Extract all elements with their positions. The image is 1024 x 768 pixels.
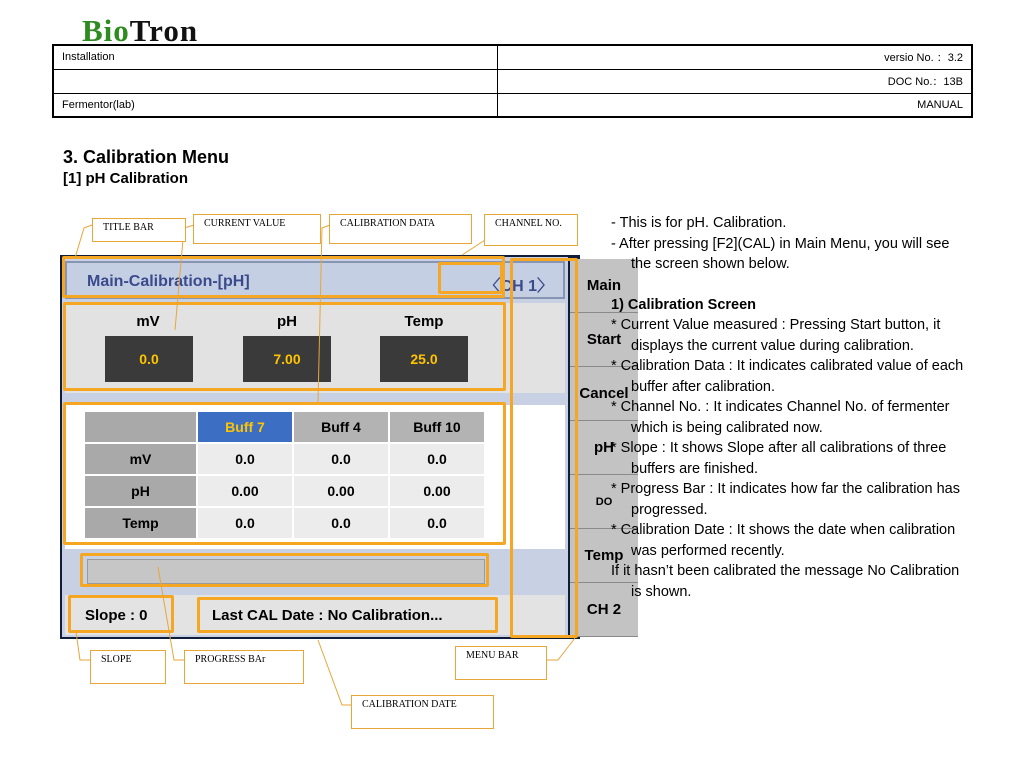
desc-item-progress-bar: * Progress Bar : It indicates how far the calibration has progressed. (611, 481, 960, 518)
document-header-table (52, 44, 973, 118)
callout-channel-no: CHANNEL NO. (484, 214, 578, 246)
slope-value: Slope : 0 (85, 607, 148, 624)
callout-progress-bar: PROGRESS BAr (184, 650, 304, 684)
desc-item-current-value: * Current Value measured : Pressing Start button, it displays the current value during calibration. (611, 317, 941, 354)
section-heading: 3. Calibration Menu (63, 147, 230, 167)
desc-item-slope: * Slope : It shows Slope after all calibrations of three buffers are finished. (611, 440, 947, 477)
cell-ph-buff7: 0.00 (197, 475, 293, 507)
highlight-current-value (63, 302, 506, 391)
cell-temp-buff4: 0.0 (293, 507, 389, 539)
highlight-slope (68, 595, 174, 633)
current-value-ph: 7.00 (243, 336, 331, 382)
callout-title-bar: TITLE BAR (92, 218, 186, 242)
highlight-calibration-data (63, 402, 506, 545)
logo-tron: Tron (129, 13, 199, 48)
menu-start-button[interactable]: Start (570, 313, 638, 367)
menu-do-button[interactable]: DO (570, 475, 638, 529)
table-header-buff10[interactable]: Buff 10 (389, 411, 485, 443)
current-label-temp: Temp (404, 313, 444, 330)
desc-sub-heading: 1) Calibration Screen (611, 296, 757, 313)
current-label-mv: mV (136, 313, 160, 330)
callout-menu-bar: MENU BAR (455, 646, 547, 680)
header-manual: MANUAL (497, 93, 972, 117)
menu-main-button[interactable]: Main (570, 259, 638, 313)
table-header-buff4[interactable]: Buff 4 (293, 411, 389, 443)
highlight-menu-bar (510, 258, 578, 638)
menu-cancel-button[interactable]: Cancel (570, 367, 638, 421)
cell-mv-buff7: 0.0 (197, 443, 293, 475)
header-version: versio No. ：3.2 (497, 45, 972, 69)
current-value-mv: 0.0 (105, 336, 193, 382)
channel-indicator[interactable]: 〈CH 1〉 (484, 278, 553, 295)
subsection-heading: [1] pH Calibration (63, 170, 189, 187)
callout-current-value: CURRENT VALUE (193, 214, 321, 244)
logo-bio: Bio (82, 13, 130, 48)
desc-item-calibration-data: * Calibration Data : It indicates calibrated value of each buffer after calibration. (611, 358, 964, 395)
cell-mv-buff4: 0.0 (293, 443, 389, 475)
last-calibration-date: Last CAL Date : No Calibration... (212, 607, 443, 624)
desc-line-2: - After pressing [F2](CAL) in Main Menu, you will see the screen shown below. (611, 235, 950, 272)
row-label-temp: Temp (84, 507, 197, 539)
cell-temp-buff7: 0.0 (197, 507, 293, 539)
row-label-mv: mV (84, 443, 197, 475)
callout-calibration-date: CALIBRATION DATE (351, 695, 494, 729)
header-fermentor: Fermentor(lab) (53, 93, 497, 117)
menu-ch2-button[interactable]: CH 2 (570, 583, 638, 637)
menu-ph-button[interactable]: pH (570, 421, 638, 475)
header-installation: Installation (53, 45, 497, 69)
screen-title: Main-Calibration-[pH] (87, 273, 250, 290)
highlight-progress-bar (80, 553, 489, 587)
menu-temp-button[interactable]: Temp (570, 529, 638, 583)
desc-item-no-calibration: If it hasn’t been calibrated the message No Calibration is shown. (611, 563, 960, 600)
desc-line-1: - This is for pH. Calibration. (611, 215, 787, 231)
highlight-calibration-date (197, 597, 498, 633)
cell-mv-buff10: 0.0 (389, 443, 485, 475)
cell-ph-buff4: 0.00 (293, 475, 389, 507)
desc-item-channel-no: * Channel No. : It indicates Channel No. of fermenter which is being calibrated now. (611, 399, 950, 436)
description-text (611, 213, 971, 602)
callout-calibration-data: CALIBRATION DATA (329, 214, 472, 244)
header-doc-no: DOC No.：13B (497, 69, 972, 93)
cell-temp-buff10: 0.0 (389, 507, 485, 539)
row-label-ph: pH (84, 475, 197, 507)
highlight-channel (438, 262, 503, 294)
callout-slope: SLOPE (90, 650, 166, 684)
current-label-ph: pH (277, 313, 297, 330)
cell-ph-buff10: 0.00 (389, 475, 485, 507)
current-value-temp: 25.0 (380, 336, 468, 382)
table-header-buff7[interactable]: Buff 7 (197, 411, 293, 443)
desc-item-calibration-date: * Calibration Date : It shows the date when calibration was performed recently. (611, 522, 956, 559)
header-empty (53, 69, 497, 93)
